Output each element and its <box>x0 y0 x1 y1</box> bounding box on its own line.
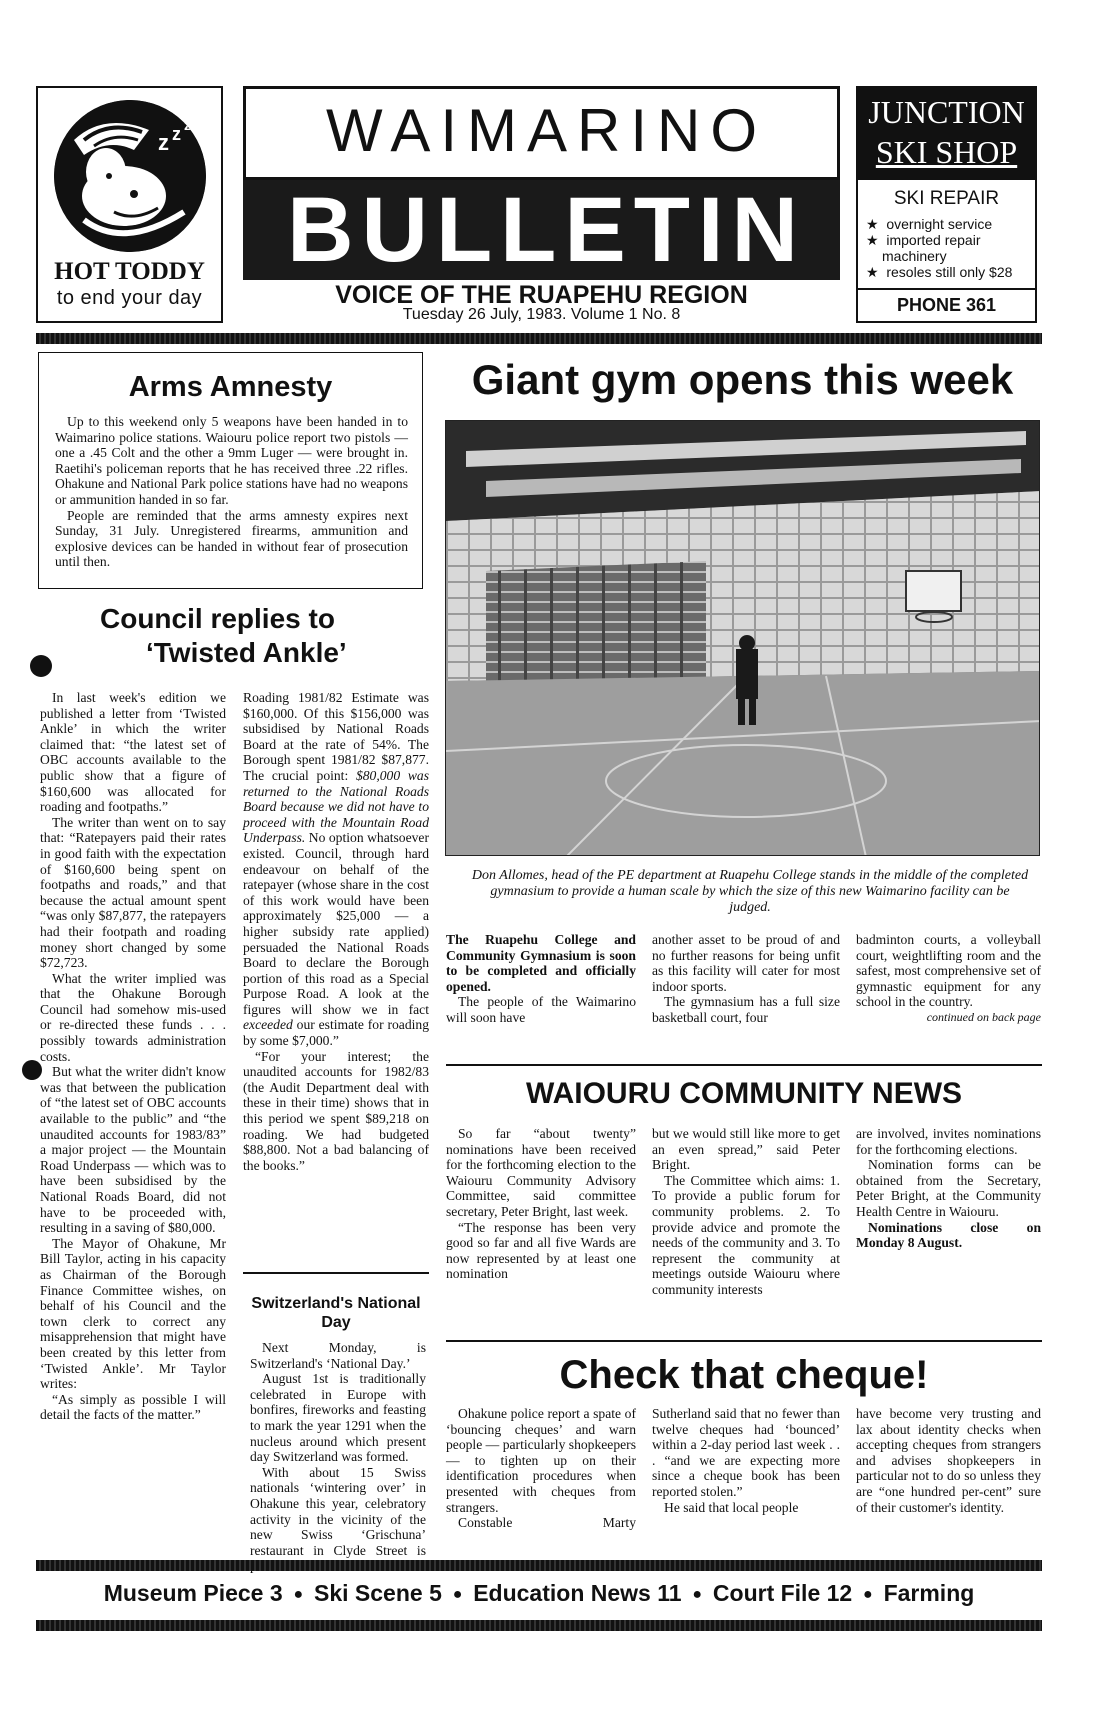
cheque-paragraph: have become very trusting and lax about identity checks when accepting cheques from strangers and advises shopkeepers in particular not to do so unless they are “one hundred per-cent” sure of their customer's identity. <box>856 1406 1041 1515</box>
council-paragraph: The Mayor of Ohakune, Mr Bill Taylor, acting in his capacity as Chairman of the Borough Finance Committee wishes, on behalf of his Council and the town clerk to correct any misapprehension that might have been created by this letter from ‘Twisted Ankle’. Mr Taylor writes: <box>40 1235 226 1392</box>
cow-sleeping-icon <box>54 100 206 252</box>
gym-column-3 <box>856 932 1041 1026</box>
arms-paragraph: People are reminded that the arms amnesty expires next Sunday, 31 July. Unregistered firearms, ammunition and explosive devices can be handed in without fear of prosecution until then. <box>55 507 408 570</box>
swiss-paragraph: August 1st is traditionally celebrated in Europe with bonfires, fireworks and feasting to mark the year 1291 when the nucleus around which present day Switzerland was formed. <box>250 1371 426 1465</box>
masthead-subtitle: VOICE OF THE RUAPEHU REGION <box>335 281 748 309</box>
ad-bullet-item: ★ imported repair machinery <box>866 232 981 264</box>
waiouru-column-3 <box>856 1126 1041 1251</box>
waiouru-paragraph: Nomination forms can be obtained from the Secretary, Peter Bright, at the Community Health Centre in Waiouru. <box>856 1157 1041 1219</box>
waiouru-paragraph: are involved, invites nominations for the forthcoming elections. <box>856 1126 1041 1157</box>
bullet-dot <box>22 1060 42 1080</box>
council-column-2 <box>243 690 429 1173</box>
arms-headline: Arms Amnesty <box>128 371 333 403</box>
council-column-1 <box>40 690 226 1423</box>
council-headline-line1: Council replies to <box>100 603 335 634</box>
swiss-column <box>250 1340 426 1574</box>
ad-headline: HOT TODDY <box>54 258 205 285</box>
bullet-dot-icon: ● <box>289 1586 308 1603</box>
hot-toddy-ad <box>36 86 223 323</box>
divider <box>243 1272 429 1274</box>
svg-text:z: z <box>158 130 169 155</box>
index-item[interactable]: Court File 12 <box>712 1580 853 1606</box>
index-bar <box>36 1578 1042 1610</box>
gym-headline: Giant gym opens this week <box>471 356 1014 403</box>
cheque-paragraph: Sutherland said that no fewer than twelve cheques had ‘bounced’ within a 2-day period last week . . . “and we are expecting more since a cheque book has been reported stolen.” <box>652 1406 840 1499</box>
gym-paragraph: badminton courts, a volleyball court, weightlifting room and the safest, most comprehensive set of gymnastic equipment for any school in the country. <box>856 932 1041 1010</box>
footer-bottom-rule <box>36 1620 1042 1631</box>
index-item[interactable]: Farming <box>883 1580 975 1606</box>
junction-ski-shop-ad <box>856 86 1037 323</box>
waiouru-deadline: Nominations close on Monday 8 August. <box>856 1219 1041 1251</box>
ad-service: SKI REPAIR <box>893 188 1000 209</box>
waiouru-column-1 <box>446 1126 636 1282</box>
council-paragraph: “As simply as possible I will detail the facts of the matter.” <box>40 1391 226 1423</box>
cheque-paragraph: Constable Marty <box>458 1515 636 1531</box>
divider <box>858 288 1035 290</box>
divider <box>446 1340 1042 1342</box>
gym-lead-paragraph: The Ruapehu College and Community Gymnasium is soon to be completed and officially opened. <box>446 932 636 994</box>
waiouru-headline: WAIOURU COMMUNITY NEWS <box>525 1077 963 1110</box>
council-headline-line2: ‘Twisted Ankle’ <box>146 637 347 668</box>
bullet-dot <box>30 655 52 677</box>
footer-top-rule <box>36 1560 1042 1571</box>
gym-continued-link[interactable]: continued on back page <box>926 1009 1041 1024</box>
gym-photo <box>445 420 1040 856</box>
top-rule <box>36 333 1042 344</box>
arms-paragraph: Up to this weekend only 5 weapons have been handed in to Waimarino police stations. Waiouru police report two pistols — one a .45 Colt and the other a 9mm Luger — were brought in. Raetihi's policeman reports that he has received three .22 rifles. Ohakune and National Park police stations have had no weapons or ammunition handed in so far. <box>55 414 408 507</box>
cheque-column-3 <box>856 1406 1041 1515</box>
index-item[interactable]: Museum Piece 3 <box>103 1580 283 1606</box>
ad-bullet-item: ★ overnight service <box>866 216 993 232</box>
ad-phone: PHONE 361 <box>896 295 997 315</box>
waiouru-paragraph: “The response has been very good so far and all five Wards are now represented by at least one nomination <box>446 1219 636 1282</box>
council-paragraph: What the writer implied was that the Ohakune Borough Council had somehow mis-used or re-directed these funds . . . possibly towards administration costs. <box>40 970 226 1064</box>
waiouru-paragraph: but we would still like more to get an even spread,” said Peter Bright. <box>652 1126 840 1173</box>
cheque-column-1 <box>446 1406 636 1531</box>
cheque-paragraph: Ohakune police report a spate of ‘bouncing cheques’ and warn people — particularly shopkeepers — to tighten up on their identification procedures when presented with cheques from strangers. <box>446 1406 636 1515</box>
swiss-paragraph: With about 15 Swiss nationals ‘wintering over’ in Ohakune this year, celebratory activity in the vicinity of the new Swiss ‘Grischuna’ restaurant in Clyde Street is <box>250 1464 426 1558</box>
council-paragraph: The writer than went on to say that: “Ratepayers paid their rates in good faith with the expectation of $160,600 being spent on footpaths and roads,” and that because the actual amount spent “was only $87,877, the ratepayers had their footpath and roading money short changed by some $72,723. <box>40 814 226 971</box>
ad-shop-line1: JUNCTION <box>868 94 1025 130</box>
cheque-paragraph: He said that local people <box>664 1499 799 1515</box>
gym-paragraph: The people of the Waimarino will soon have <box>446 994 636 1025</box>
index-item[interactable]: Education News 11 <box>473 1580 682 1606</box>
council-paragraph: But what the writer didn't know was that between the publication of “the latest set of OBC accounts available to the public” and “the unaudited accounts for 1983/83” a major project — the Mountain Road Underpass — which was to have been subsidised by the National Roads Board, did not have to be proceeded with, resulting in a saving of $80,000. <box>40 1064 226 1236</box>
gym-column-1 <box>446 932 636 1026</box>
ad-shop-line2: SKI SHOP <box>875 134 1018 170</box>
svg-text:z: z <box>172 124 181 144</box>
bullet-dot-icon: ● <box>858 1586 878 1603</box>
ad-tagline: to end your day <box>56 287 203 309</box>
gym-paragraph: another asset to be proud of and no further reasons for being unfit as this facility will cater for most indoor sports. <box>652 932 840 994</box>
arms-amnesty-box <box>38 352 423 589</box>
council-paragraph: “For your interest; the unaudited accounts for 1982/83 (the Audit Department deal with these in their time) shows that in this period we spent $89,218 on roading. We had budgeted $88,800. Not a bad balancing of the books.” <box>243 1048 429 1173</box>
swiss-paragraph: Next Monday, is Switzerland's ‘National Day.’ <box>250 1340 426 1371</box>
ad-bullet-list <box>866 216 1032 280</box>
gymnasium-photo-icon <box>446 421 1040 856</box>
svg-text:z: z <box>184 117 191 133</box>
cheque-column-2 <box>652 1406 840 1515</box>
divider <box>446 1064 1042 1066</box>
gym-paragraph: The gymnasium has a full size basketball court, four <box>652 994 840 1025</box>
masthead-title-main-box <box>243 180 840 280</box>
bullet-dot-icon: ● <box>448 1586 467 1603</box>
index-item[interactable]: Ski Scene 5 <box>314 1580 442 1606</box>
cheque-headline: Check that cheque! <box>559 1353 929 1397</box>
swiss-headline: Switzerland's National Day <box>251 1295 421 1331</box>
waiouru-paragraph: The Committee which aims: 1. To provide a public forum for community problems. 2. To provide advice and promote the needs of the community and 3. To represent the community at meetings outside Waiouru where community interests <box>652 1172 840 1297</box>
ad-bullet-item: ★ resoles still only $28 <box>866 264 1013 280</box>
masthead-title-box <box>243 86 840 180</box>
bullet-dot-icon: ● <box>687 1586 707 1603</box>
council-paragraph: In last week's edition we published a letter from ‘Twisted Ankle’ in which the writer claimed that: “the latest set of OBC accounts available to the public show that a figure of $160,600 was allocated for roading and footpaths.” <box>40 690 226 815</box>
waiouru-paragraph: So far “about twenty” nominations have been received for the forthcoming election to the Waiouru Community Advisory Committee, said committee secretary, Peter Bright, last week. <box>446 1126 636 1219</box>
cartoon-cow-illustration <box>54 100 206 252</box>
council-paragraph: Roading 1981/82 Estimate was $160,000. Of this $156,000 was subsidised by National Roads Board at the rate of 54%. The Borough spent 1981/82 $87,877. The crucial point: $80,000 was returned to the National Roads Board because we did not have to proceed with the Mountain Road Underpass. No option whatsoever existed. Council, through hard endeavour on behalf of the ratepayer (whose share in the cost of this work would have been approximately $25,000 — a higher subsidy rate applied) persuaded the National Roads Board to declare the Borough portion of this road as a Special Purpose Road. A look at the figures will show we in fact exceeded our estimate for roading by some $7,000.” <box>243 690 429 1049</box>
waiouru-column-2 <box>652 1126 840 1298</box>
masthead-title-main: BULLETIN <box>287 179 806 281</box>
gym-photo-caption: Don Allomes, head of the PE department at Ruapehu College stands in the middle of the completed gymnasium to provide a human scale by which the size of this new Waimarino facility can be judged. <box>471 868 1029 915</box>
gym-column-2 <box>652 932 840 1026</box>
masthead-dateline: Tuesday 26 July, 1983. Volume 1 No. 8 <box>402 306 681 323</box>
masthead-title-top: WAIMARINO <box>325 97 768 164</box>
